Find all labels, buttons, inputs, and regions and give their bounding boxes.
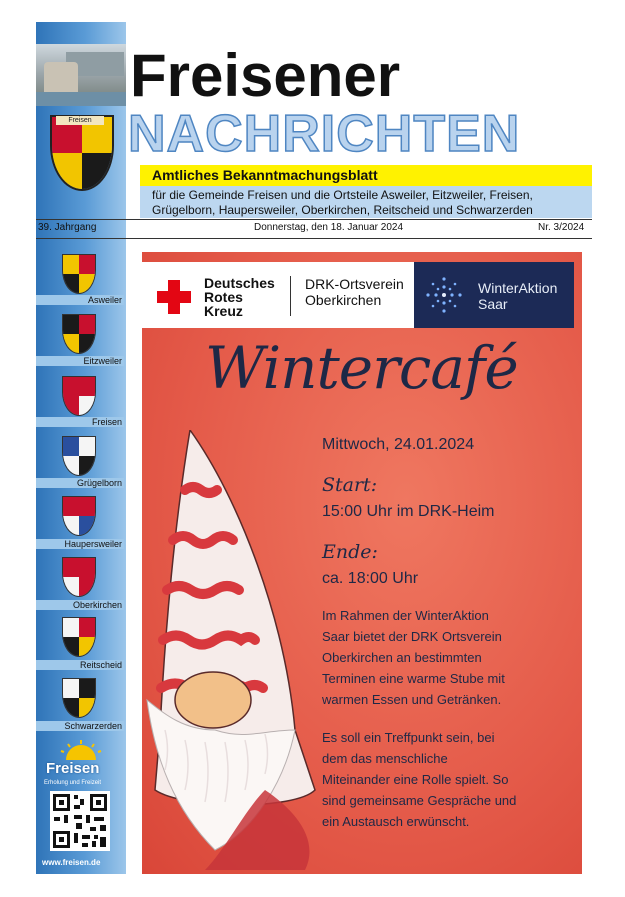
brand-title-freisener: Freisener xyxy=(130,42,401,109)
qr-code-icon xyxy=(50,791,110,851)
ortsverein-text-1: DRK-Ortsverein xyxy=(305,276,404,292)
crest-banner-label: Freisen xyxy=(56,116,104,125)
community-line-2: Grügelborn, Haupersweiler, Oberkirchen, Reitscheid und Schwarzerden xyxy=(152,203,533,217)
freisen-village-crest-icon xyxy=(62,376,96,416)
brand-title-nachrichten: NACHRICHTEN xyxy=(128,105,521,163)
description-line: Saar bietet der DRK Ortsverein xyxy=(322,629,502,644)
drk-text-2: Rotes xyxy=(204,289,243,305)
website-link[interactable]: www.freisen.de xyxy=(42,858,101,867)
freisen-slogan: Erholung und Freizeit xyxy=(44,780,102,786)
village-label-asweiler: Asweiler xyxy=(36,295,124,305)
asweiler-crest-icon xyxy=(62,254,96,294)
reitscheid-crest-icon xyxy=(62,617,96,657)
description-line: Im Rahmen der WinterAktion xyxy=(322,608,489,623)
eitzweiler-crest-icon xyxy=(62,314,96,354)
start-time: 15:00 Uhr im DRK-Heim xyxy=(322,503,495,520)
village-label-haupersweiler: Haupersweiler xyxy=(36,539,124,549)
gnome-illustration xyxy=(145,430,335,870)
schwarzerden-crest-icon xyxy=(62,678,96,718)
end-time: ca. 18:00 Uhr xyxy=(322,570,419,587)
oberkirchen-crest-icon xyxy=(62,557,96,597)
end-label: Ende: xyxy=(322,541,378,563)
header-photo xyxy=(36,44,126,106)
village-label-oberkirchen: Oberkirchen xyxy=(36,600,124,610)
issue-number: Nr. 3/2024 xyxy=(538,222,585,233)
description-line: Oberkirchen an bestimmten xyxy=(322,650,482,665)
drk-text-3: Kreuz xyxy=(204,303,243,319)
village-label-gruegelborn: Grügelborn xyxy=(36,478,124,488)
gruegelborn-crest-icon xyxy=(62,436,96,476)
sun-logo-icon xyxy=(58,740,104,760)
description-line: sind gemeinsame Gespräche und xyxy=(322,793,517,808)
description-line: Miteinander eine Rolle spielt. So xyxy=(322,772,509,787)
village-label-freisen: Freisen xyxy=(36,417,124,427)
community-line-1: für die Gemeinde Freisen und die Ortsteile Asweiler, Eitzweiler, Freisen, xyxy=(152,188,533,202)
description-line: ein Austausch erwünscht. xyxy=(322,814,470,829)
description-line: dem das menschliche xyxy=(322,751,448,766)
winteraktion-text-2: Saar xyxy=(478,296,508,312)
drk-separator xyxy=(290,276,291,316)
winteraktion-text-1: WinterAktion xyxy=(478,280,558,296)
ortsverein-text-2: Oberkirchen xyxy=(305,292,382,308)
freisen-logo-text: Freisen xyxy=(46,760,100,777)
freisen-crest-icon xyxy=(50,115,114,191)
subtitle: Amtliches Bekanntmachungsblatt xyxy=(152,167,378,183)
poster-title: Wintercafé xyxy=(205,334,518,402)
description-line: Es soll ein Treffpunkt sein, bei xyxy=(322,730,495,745)
event-date: Mittwoch, 24.01.2024 xyxy=(322,436,475,453)
village-label-schwarzerden: Schwarzerden xyxy=(36,721,124,731)
snowflake-dots-icon xyxy=(424,275,464,315)
description-line: Terminen eine warme Stube mit xyxy=(322,671,505,686)
haupersweiler-crest-icon xyxy=(62,496,96,536)
village-label-reitscheid: Reitscheid xyxy=(36,660,124,670)
red-cross-icon xyxy=(157,280,191,314)
volume-label: 39. Jahrgang xyxy=(38,222,97,233)
issue-date: Donnerstag, den 18. Januar 2024 xyxy=(254,222,403,233)
drk-text-1: Deutsches xyxy=(204,275,275,291)
village-label-eitzweiler: Eitzweiler xyxy=(36,356,124,366)
description-line: warmen Essen und Getränken. xyxy=(322,692,502,707)
start-label: Start: xyxy=(322,474,378,496)
